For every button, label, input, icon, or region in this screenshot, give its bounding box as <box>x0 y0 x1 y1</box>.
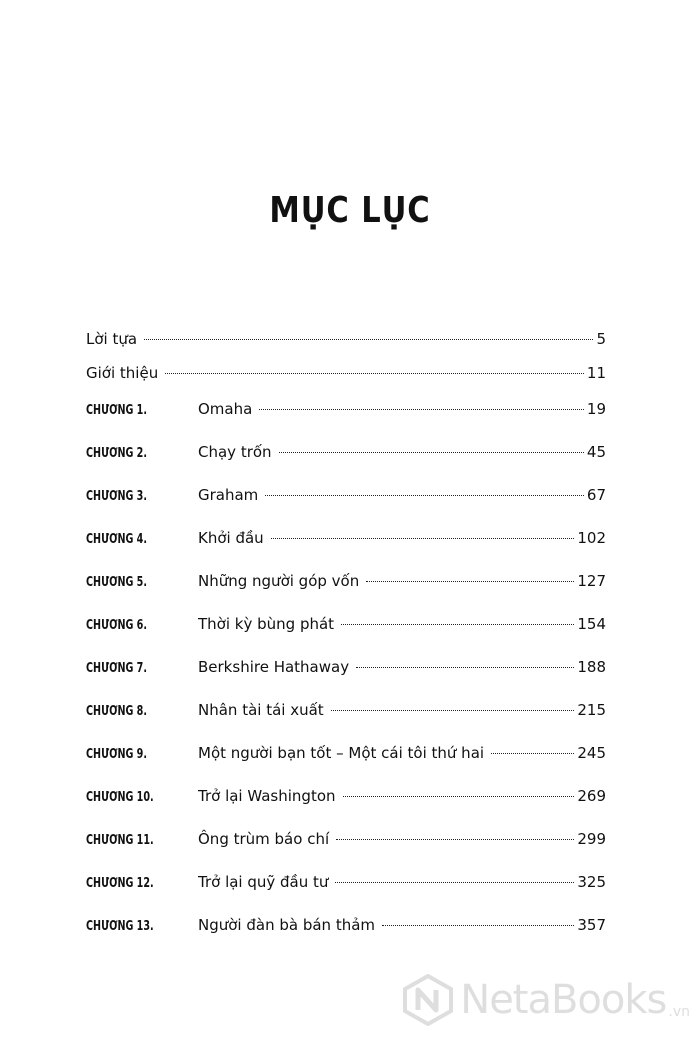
toc-entry-chapter-1 <box>86 400 606 443</box>
dot-leader <box>366 581 574 582</box>
dot-leader <box>343 796 575 797</box>
toc-page-number: 325 <box>577 873 606 891</box>
toc-page-number: 45 <box>586 443 606 461</box>
toc-entry-title: Một người bạn tốt – Một cái tôi thứ hai <box>198 744 485 762</box>
toc-page-number: 5 <box>596 330 606 348</box>
toc-entry-chapter-11 <box>86 830 606 873</box>
dot-leader <box>491 753 574 754</box>
toc-page-number: 299 <box>577 830 606 848</box>
toc-entry-title: Graham <box>198 486 259 504</box>
chapter-label: CHƯƠNG 8. <box>86 704 148 719</box>
toc-entry-chapter-12 <box>86 873 606 916</box>
chapter-label: CHƯƠNG 10. <box>86 790 154 805</box>
toc-entry-title: Trở lại quỹ đầu tư <box>198 873 329 891</box>
toc-page-number: 357 <box>577 916 606 934</box>
dot-leader <box>336 839 574 840</box>
toc-entry-chapter-4 <box>86 529 606 572</box>
toc-page-number: 245 <box>577 744 606 762</box>
chapter-label: CHƯƠNG 13. <box>86 919 154 934</box>
toc-entry-title: Lời tựa <box>86 330 138 348</box>
toc-page-number: 102 <box>577 529 606 547</box>
toc-page-number: 215 <box>577 701 606 719</box>
toc-page-number: 127 <box>577 572 606 590</box>
toc-page-number: 188 <box>577 658 606 676</box>
chapter-label: CHƯƠNG 11. <box>86 833 154 848</box>
watermark <box>402 974 690 1026</box>
watermark-brand: NetaBooks <box>460 977 667 1023</box>
toc-entry-chapter-3 <box>86 486 606 529</box>
toc-entry-chapter-7 <box>86 658 606 701</box>
toc-page-number: 11 <box>586 364 606 382</box>
toc-entry-chapter-2 <box>86 443 606 486</box>
toc-entry-title: Thời kỳ bùng phát <box>198 615 335 633</box>
table-of-contents <box>86 330 606 959</box>
watermark-suffix: .vn <box>668 1004 690 1020</box>
toc-entry-chapter-5 <box>86 572 606 615</box>
dot-leader <box>259 409 584 410</box>
chapter-label: CHƯƠNG 2. <box>86 446 148 461</box>
toc-entry-title: Nhân tài tái xuất <box>198 701 324 719</box>
toc-entry-title: Chạy trốn <box>198 443 272 461</box>
chapter-label: CHƯƠNG 1. <box>86 403 148 418</box>
chapter-label: CHƯƠNG 6. <box>86 618 148 633</box>
dot-leader <box>279 452 584 453</box>
dot-leader <box>335 882 574 883</box>
toc-entry-chapter-13 <box>86 916 606 959</box>
dot-leader <box>144 339 593 340</box>
dot-leader <box>341 624 574 625</box>
chapter-label: CHƯƠNG 9. <box>86 747 148 762</box>
toc-entry-chapter-6 <box>86 615 606 658</box>
chapter-label: CHƯƠNG 7. <box>86 661 148 676</box>
toc-page-number: 67 <box>586 486 606 504</box>
toc-entry-title: Berkshire Hathaway <box>198 658 350 676</box>
toc-entry-chapter-9 <box>86 744 606 787</box>
dot-leader <box>265 495 584 496</box>
netabooks-logo-icon <box>402 974 454 1026</box>
toc-entry-title: Những người góp vốn <box>198 572 360 590</box>
toc-page-number: 269 <box>577 787 606 805</box>
toc-page-number: 19 <box>586 400 606 418</box>
toc-page-number: 154 <box>577 615 606 633</box>
dot-leader <box>331 710 575 711</box>
toc-entry-introduction <box>86 364 606 398</box>
chapter-label: CHƯƠNG 12. <box>86 876 154 891</box>
toc-entry-title: Trở lại Washington <box>198 787 336 805</box>
chapter-label: CHƯƠNG 4. <box>86 532 148 547</box>
toc-entry-title: Khởi đầu <box>198 529 264 547</box>
dot-leader <box>165 373 584 374</box>
toc-entry-chapter-10 <box>86 787 606 830</box>
toc-entry-title: Omaha <box>198 400 253 418</box>
toc-entry-title: Người đàn bà bán thảm <box>198 916 376 934</box>
toc-entry-title: Ông trùm báo chí <box>198 830 330 848</box>
chapter-label: CHƯƠNG 5. <box>86 575 148 590</box>
dot-leader <box>382 925 574 926</box>
page-title: MỤC LỤC <box>269 190 431 231</box>
toc-entry-title: Giới thiệu <box>86 364 159 382</box>
dot-leader <box>356 667 574 668</box>
chapter-label: CHƯƠNG 3. <box>86 489 148 504</box>
toc-entry-chapter-8 <box>86 701 606 744</box>
dot-leader <box>271 538 575 539</box>
toc-entry-preface <box>86 330 606 364</box>
